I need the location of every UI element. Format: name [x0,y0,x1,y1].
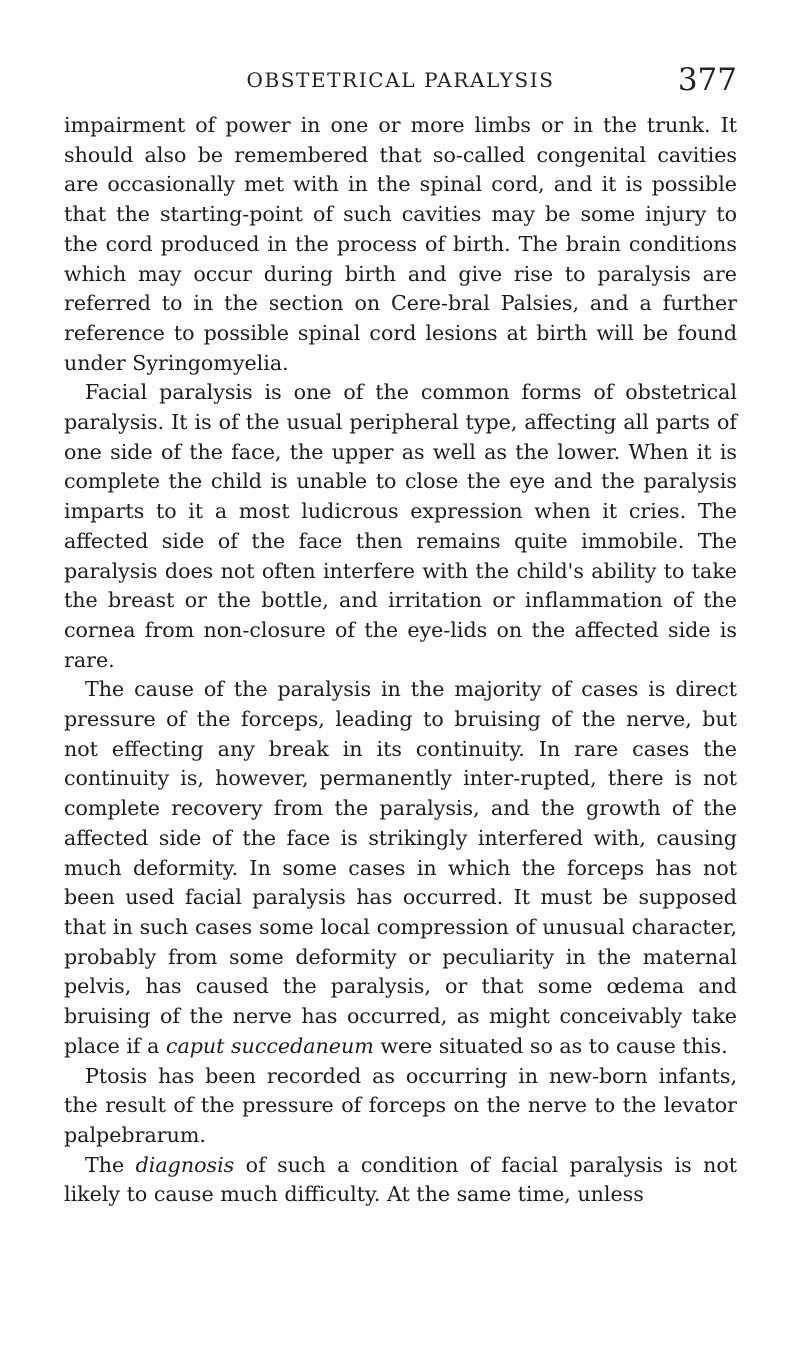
running-title: OBSTETRICAL PARALYSIS [246,68,555,92]
text-run: The [85,1152,136,1177]
paragraph-p2 [64,378,737,675]
text-run: impairment of power in one or more limbs or in the trunk. It should also be remembered that so-called congenital cavities are occasionally met with in the spinal cord, and it is possible that the starting-point of such cavities may be some injury to the cord produced in the process of birth. The brain conditions which may occur during birth and give rise to paralysis are referred to in the section on Cere-bral Palsies, and a further reference to possible spinal cord lesions at birth will be found under Syringomyelia. [64,113,737,375]
text-run: The cause of the paralysis in the majority of cases is direct pressure of the forceps, leading to bruising of the nerve, but not effecting any break in its continuity. In rare cases the continuity is, however, permanently inter-rupted, there is not complete recovery from the paralysis, and the growth of the affected side of the face is strikingly interfered with, causing much deformity. In some cases in which the forceps has not been used facial paralysis has occurred. It must be supposed that in such cases some local compression of unusual character, probably from some deformity or peculiarity in the maternal pelvis, has caused the paralysis, or that some œdema and bruising of the nerve has occurred, as might conceivably take place if a [64,677,737,1058]
paragraph-p5 [64,1151,737,1210]
text-run: were situated so as to cause this. [373,1033,728,1058]
paragraph-p4 [64,1062,737,1151]
page-number: 377 [677,62,737,98]
italic-term: diagnosis [135,1152,235,1177]
paragraph-p3 [64,675,737,1061]
text-run: of such a condition of facial paralysis is not likely to cause much difficulty. At the same time, unless [64,1152,738,1207]
running-head [64,62,737,102]
text-run: Facial paralysis is one of the common forms of obstetrical paralysis. It is of the usual peripheral type, affecting all parts of one side of the face, the upper as well as the lower. When it is complete the child is unable to close the eye and the paralysis imparts to it a most ludicrous expression when it cries. The affected side of the face then remains quite immobile. The paralysis does not often interfere with the child's ability to take the breast or the bottle, and irritation or inflammation of the cornea from non-closure of the eye-lids on the affected side is rare. [64,380,737,672]
italic-term: caput succedaneum [165,1033,374,1058]
body-text [64,111,737,1210]
text-run: Ptosis has been recorded as occurring in new-born infants, the result of the pressure of forceps on the nerve to the levator palpebrarum. [64,1063,737,1147]
paragraph-p1 [64,111,737,378]
